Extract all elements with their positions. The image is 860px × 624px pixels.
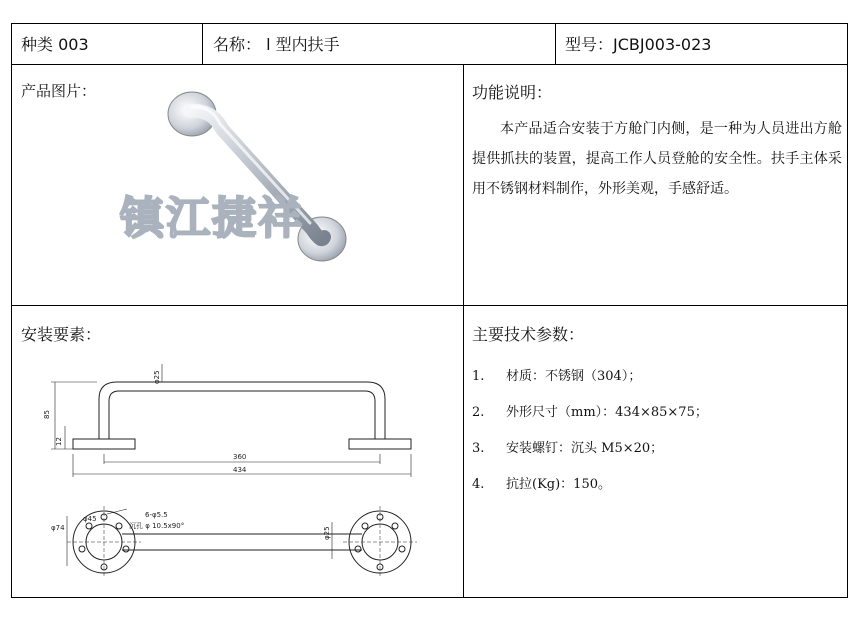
dim-countersink: 沉孔 φ 10.5x90° [129, 522, 185, 530]
header-divider [12, 64, 847, 65]
installation-drawing [37, 354, 447, 589]
function-text: 本产品适合安装于方舱门内侧，是一种为人员进出方舱提供抓扶的装置，提高工作人员登舱的安全性。扶手主体采用不锈钢材料制作，外形美观，手感舒适。 [472, 121, 842, 197]
list-item: 1. 材质：不锈钢（304）； [472, 369, 642, 384]
parameters-title: 主要技术参数： [472, 325, 585, 344]
product-image-title: 产品图片： [21, 82, 97, 100]
watermark-text: 镇江捷祥 [120, 193, 304, 244]
dim-center: 360 [233, 453, 247, 461]
header-col-divider-2 [555, 24, 556, 64]
list-item: 3. 安装螺钉：沉头 M5×20； [472, 441, 664, 456]
function-description [472, 114, 842, 204]
installation-title: 安装要素： [21, 325, 102, 344]
dim-base: 12 [55, 437, 63, 446]
dim-overall: 434 [233, 466, 247, 474]
dim-tube-dia-plan: φ25 [323, 526, 331, 540]
product-photo [112, 79, 372, 279]
spec-sheet [11, 23, 848, 598]
name-cell: 名称： l 型内扶手 [213, 35, 340, 54]
category-cell: 种类 003 [21, 35, 89, 54]
function-title: 功能说明： [472, 83, 553, 102]
dim-height: 85 [43, 410, 51, 419]
body-col-divider [463, 64, 464, 597]
parameters-list [472, 359, 842, 503]
model-cell: 型号：JCBJ003-023 [565, 35, 712, 54]
dim-tube-dia: φ25 [153, 370, 161, 384]
header-col-divider-1 [202, 24, 203, 64]
elevation-view [51, 364, 411, 477]
dim-flange-outer: φ74 [51, 524, 65, 532]
list-item: 4. 抗拉(Kg)：150。 [472, 477, 611, 492]
plan-view [67, 506, 417, 578]
list-item: 2. 外形尺寸（mm）：434×85×75； [472, 405, 708, 420]
middle-divider [12, 305, 847, 306]
dim-holes: 6-φ5.5 [145, 511, 168, 519]
dim-flange-inner: φ45 [83, 515, 97, 523]
